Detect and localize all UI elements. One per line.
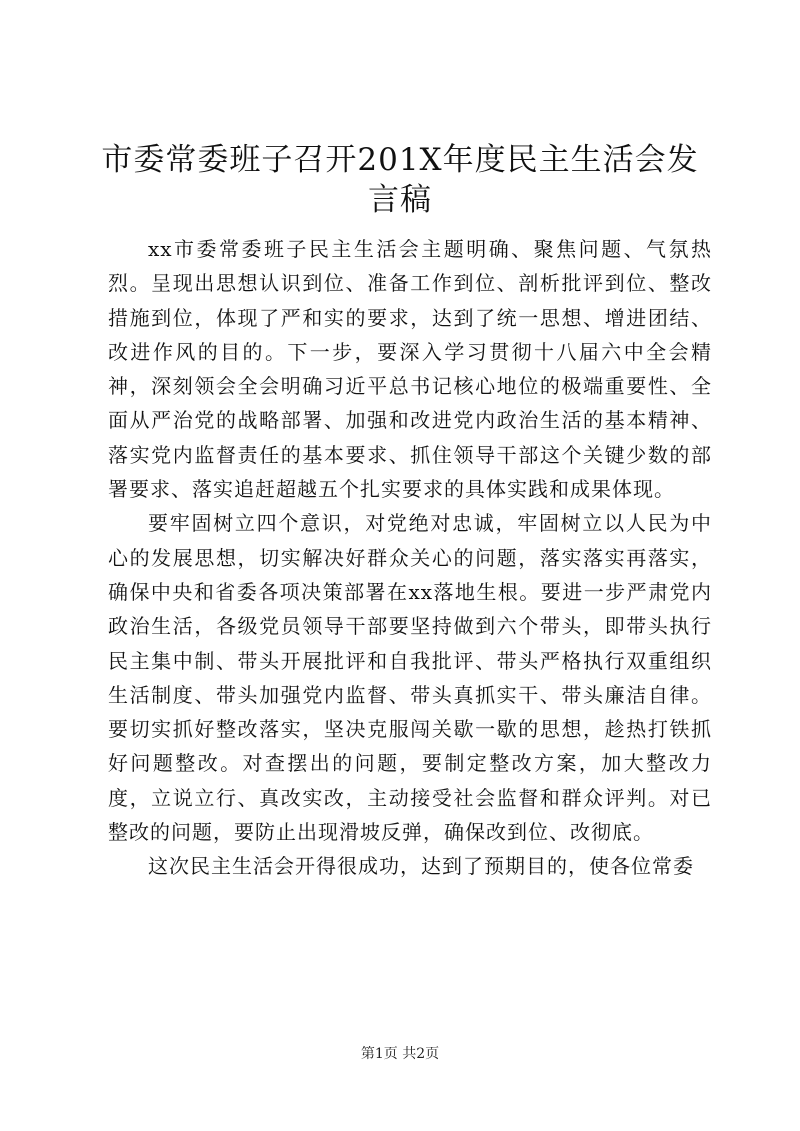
document-title: 市委常委班子召开201X年度民主生活会发言稿 — [101, 142, 699, 218]
paragraph: 要牢固树立四个意识，对党绝对忠诚，牢固树立以人民为中心的发展思想，切实解决好群众关心的问题，落实落实再落实，确保中央和省委各项决策部署在xx落地生根。要进一步严肃党内政治生活，各级党员领导干部要坚持做到六个带头，即带头执行民主集中制、带头开展批评和自我批评、带头严格执行双重组织生活制度、带头加强党内监督、带头真抓实干、带头廉洁自律。要切实抓好整改落实，坚决克服闯关歇一歇的思想，趁热打铁抓好问题整改。对查摆出的问题，要制定整改方案，加大整改力度，立说立行、真改实改，主动接受社会监督和群众评判。对已整改的问题，要防止出现滑坡反弹，确保改到位、改彻底。 — [108, 511, 712, 845]
page-number-footer: 第1页 共2页 — [360, 1046, 440, 1062]
paragraph: 这次民主生活会开得很成功，达到了预期目的，使各位常委 — [148, 854, 694, 879]
paragraph: xx市委常委班子民主生活会主题明确、聚焦问题、气氛热烈。呈现出思想认识到位、准备工作到位、剖析批评到位、整改措施到位，体现了严和实的要求，达到了统一思想、增进团结、改进作风的目的。下一步，要深入学习贯彻十八届六中全会精神，深刻领会全会明确习近平总书记核心地位的极端重要性、全面从严治党的战略部署、加强和改进党内政治生活的基本精神、落实党内监督责任的基本要求、抓住领导干部这个关键少数的部署要求、落实追赶超越五个扎实要求的具体实践和成果体现。 — [108, 237, 712, 502]
document-body — [108, 232, 712, 884]
